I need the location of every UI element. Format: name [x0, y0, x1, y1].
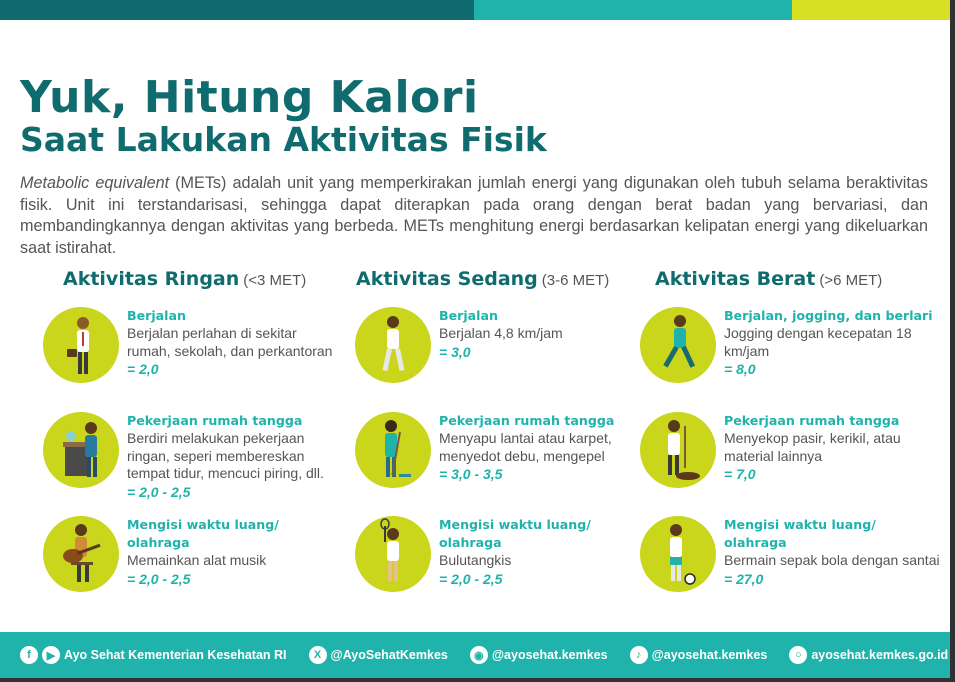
activity-met-value: = 27,0: [724, 570, 764, 587]
youtube-icon: ▶: [42, 646, 60, 664]
activity-name: Pekerjaan rumah tangga: [127, 413, 303, 428]
right-edge: [950, 0, 955, 682]
badminton-player-icon: [355, 516, 431, 592]
activity-desc: Berjalan perlahan di sekitar rumah, sekolah, dan perkantoran: [127, 325, 333, 359]
activity-desc: Berjalan 4,8 km/jam: [439, 325, 563, 341]
x-icon: X: [309, 646, 327, 664]
column-title-light: Aktivitas Ringan: [63, 268, 240, 290]
bottom-edge: [0, 678, 955, 682]
column-range-light: (<3 MET): [243, 272, 307, 289]
activity-met-value: = 3,0: [439, 343, 471, 360]
page-title: Yuk, Hitung Kalori: [20, 72, 479, 123]
activity-desc: Menyapu lantai atau karpet, menyedot debu, mengepel: [439, 430, 612, 464]
shoveling-icon: [640, 412, 716, 488]
column-title-moderate: Aktivitas Sedang: [356, 268, 538, 290]
footer-tiktok[interactable]: [630, 646, 768, 664]
intro-lead: Metabolic equivalent: [20, 174, 170, 192]
activity-name: Mengisi waktu luang/ olahraga: [439, 517, 591, 550]
activity-name: Pekerjaan rumah tangga: [724, 413, 900, 428]
activity-met-value: = 3,0 - 3,5: [439, 466, 503, 482]
activity-name: Berjalan: [127, 308, 186, 323]
intro-paragraph: [20, 173, 928, 259]
activity-met-value: = 2,0 - 2,5: [439, 570, 503, 587]
activity-name: Berjalan, jogging, dan berlari: [724, 308, 933, 323]
walker-icon: [355, 307, 431, 383]
top-bar-dark-teal: [0, 0, 474, 20]
top-bar-lime: [792, 0, 950, 20]
activity-desc: Jogging dengan kecepatan 18 km/jam: [724, 325, 912, 359]
activity-desc: Menyekop pasir, kerikil, atau material lainnya: [724, 430, 901, 464]
footer-x[interactable]: [309, 646, 448, 664]
guitar-player-icon: [43, 516, 119, 592]
activity-name: Mengisi waktu luang/ olahraga: [724, 517, 876, 550]
column-range-moderate: (3-6 MET): [541, 272, 610, 289]
soccer-player-icon: [640, 516, 716, 592]
activity-name: Pekerjaan rumah tangga: [439, 413, 615, 428]
activity-desc: Memainkan alat musik: [127, 552, 267, 568]
dishwashing-icon: [43, 412, 119, 488]
activity-met-value: = 2,0 - 2,5: [127, 570, 191, 587]
footer-social-bar: [0, 632, 950, 678]
activity-desc: Bulutangkis: [439, 552, 512, 568]
activity-met-value: = 7,0: [724, 466, 756, 482]
column-heading-light: [63, 268, 306, 290]
column-heading-vigorous: [655, 268, 882, 290]
footer-x-label: @AyoSehatKemkes: [330, 648, 448, 662]
footer-tiktok-label: @ayosehat.kemkes: [651, 648, 768, 662]
footer-instagram-label: @ayosehat.kemkes: [491, 648, 608, 662]
mopping-icon: [355, 412, 431, 488]
footer-facebook-youtube[interactable]: [20, 646, 287, 664]
office-walker-icon: [43, 307, 119, 383]
page-subtitle: Saat Lakukan Aktivitas Fisik: [20, 120, 547, 159]
activity-met-value: = 2,0 - 2,5: [127, 483, 191, 500]
footer-facebook-youtube-label: Ayo Sehat Kementerian Kesehatan RI: [64, 648, 287, 662]
footer-website[interactable]: [789, 646, 948, 664]
instagram-icon: ◉: [470, 646, 488, 664]
top-bar-teal: [474, 0, 792, 20]
intro-text: (METs) adalah unit yang memperkirakan jumlah energi yang digunakan oleh tubuh selama beraktivitas fisik. Unit ini terstandarisasi, sehingga dapat diterapkan pada orang dengan berat badan yang bervariasi, dan membandingkannya dengan aktivitas yang berbeda. METs menghitung energi berdasarkan kelipatan energi yang dikeluarkan saat istirahat.: [20, 174, 928, 257]
footer-instagram[interactable]: [470, 646, 608, 664]
facebook-icon: f: [20, 646, 38, 664]
runner-icon: [640, 307, 716, 383]
column-range-vigorous: (>6 MET): [819, 272, 883, 289]
activity-name: Berjalan: [439, 308, 498, 323]
top-color-bar: [0, 0, 950, 20]
activity-desc: Bermain sepak bola dengan santai: [724, 552, 940, 568]
tiktok-icon: ♪: [630, 646, 648, 664]
activity-desc: Berdiri melakukan pekerjaan ringan, seperi membereskan tempat tidur, mencuci piring, dll.: [127, 430, 324, 481]
activity-met-value: = 8,0: [724, 361, 756, 377]
column-title-vigorous: Aktivitas Berat: [655, 268, 816, 290]
globe-icon: ○: [789, 646, 807, 664]
column-heading-moderate: [356, 268, 609, 290]
footer-website-label: ayosehat.kemkes.go.id: [811, 648, 949, 662]
activity-met-value: = 2,0: [127, 361, 159, 377]
activity-name: Mengisi waktu luang/ olahraga: [127, 517, 279, 550]
